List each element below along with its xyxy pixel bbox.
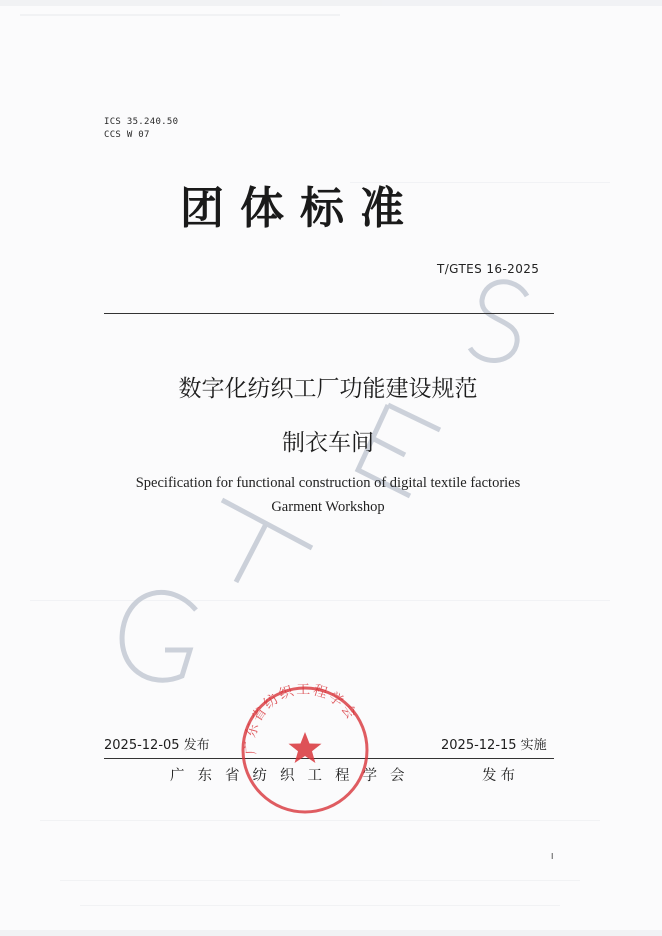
subtitle-chinese: 制衣车间 (282, 430, 374, 456)
ics-code: ICS 35.240.50 (104, 117, 179, 127)
implement-date: 2025-12-15 实施 (441, 738, 547, 753)
svg-text:广东省纺织工程学会: 广东省纺织工程学会 (242, 681, 360, 756)
subtitle-english: Garment Workshop (271, 499, 385, 515)
standard-category-title: 团体标准 (180, 183, 420, 234)
page-number: I (551, 852, 554, 861)
classification-codes (104, 116, 178, 142)
title-english: Specification for functional construction of digital textile factories (135, 475, 521, 491)
title-chinese: 数字化纺织工厂功能建设规范 (178, 376, 478, 402)
publisher-name: 广东省纺织工程学会 (170, 768, 418, 784)
top-divider (104, 313, 554, 314)
issue-date: 2025-12-05 发布 (104, 738, 210, 753)
official-seal-stamp (235, 680, 375, 820)
standard-number: T/GTES 16-2025 (437, 262, 540, 276)
publisher-suffix: 发布 (482, 768, 519, 784)
ccs-code: CCS W 07 (104, 130, 150, 140)
bottom-divider (104, 758, 554, 759)
